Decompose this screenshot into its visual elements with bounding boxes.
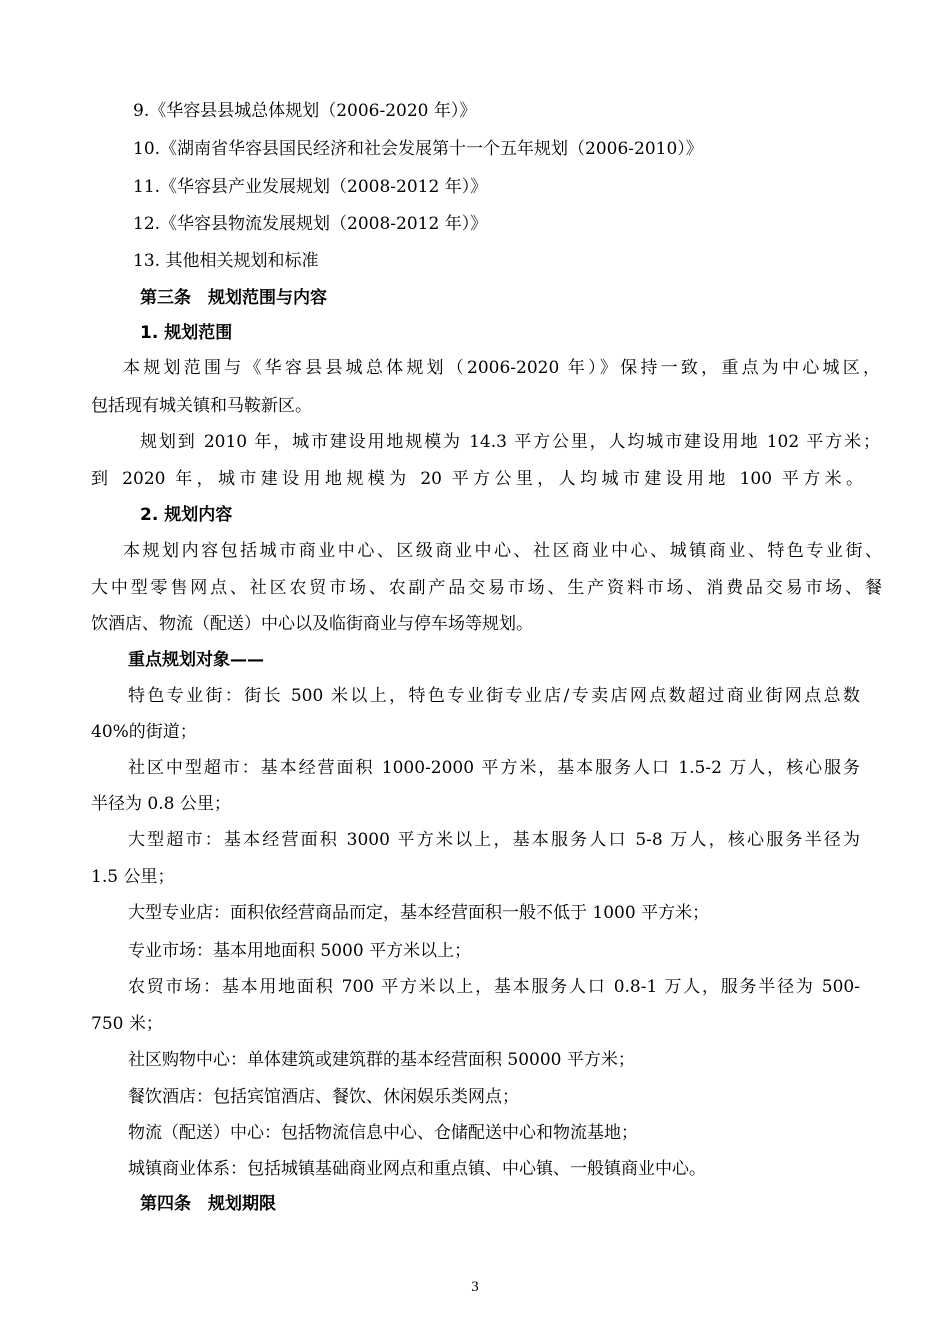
text-line: 餐饮酒店：包括宾馆酒店、餐饮、休闲娱乐类网点； — [128, 1087, 519, 1107]
text-line: 特色专业街：街长 500 米以上，特色专业街专业店/专卖店网点数超过商业街网点总数 — [128, 686, 860, 706]
section-heading: 2. 规划内容 — [140, 505, 233, 525]
text-line: 本规划范围与《华容县县城总体规划（2006-2020 年）》保持一致，重点为中心城区， — [123, 358, 880, 378]
text-line: 750 米； — [91, 1014, 163, 1034]
text-line: 40%的街道； — [91, 722, 197, 742]
section-heading: 第三条 规划范围与内容 — [140, 288, 327, 308]
page-number: 3 — [471, 1279, 479, 1295]
text-line: 城镇商业体系：包括城镇基础商业网点和重点镇、中心镇、一般镇商业中心。 — [128, 1159, 706, 1179]
text-line: 半径为 0.8 公里； — [91, 794, 231, 814]
text-line: 13. 其他相关规划和标准 — [133, 251, 319, 271]
text-line: 农贸市场：基本用地面积 700 平方米以上，基本服务人口 0.8-1 万人，服务半径为 500- — [128, 977, 860, 997]
text-line: 到 2020 年，城市建设用地规模为 20 平方公里，人均城市建设用地 100 平方米。 — [91, 469, 863, 489]
section-heading: 1. 规划范围 — [140, 323, 233, 343]
section-heading: 重点规划对象—— — [128, 650, 264, 670]
text-line: 11.《华容县产业发展规划（2008-2012 年）》 — [133, 177, 488, 197]
text-line: 社区中型超市：基本经营面积 1000-2000 平方米，基本服务人口 1.5-2 万人，核心服务 — [128, 758, 860, 778]
text-line: 规划到 2010 年，城市建设用地规模为 14.3 平方公里，人均城市建设用地 102 平方米； — [140, 432, 880, 452]
text-line: 本规划内容包括城市商业中心、区级商业中心、社区商业中心、城镇商业、特色专业街、 — [123, 541, 882, 561]
text-line: 包括现有城关镇和马鞍新区。 — [91, 396, 312, 416]
text-line: 大型超市：基本经营面积 3000 平方米以上，基本服务人口 5-8 万人，核心服务半径为 — [128, 830, 860, 850]
text-line: 专业市场：基本用地面积 5000 平方米以上； — [128, 941, 472, 961]
text-line: 1.5 公里； — [91, 867, 175, 887]
text-line: 物流（配送）中心：包括物流信息中心、仓储配送中心和物流基地； — [128, 1123, 638, 1143]
text-line: 社区购物中心：单体建筑或建筑群的基本经营面积 50000 平方米； — [128, 1050, 635, 1070]
text-line: 大中型零售网点、社区农贸市场、农副产品交易市场、生产资料市场、消费品交易市场、餐 — [91, 578, 882, 598]
section-heading: 第四条 规划期限 — [140, 1194, 276, 1214]
text-line: 10.《湖南省华容县国民经济和社会发展第十一个五年规划（2006-2010）》 — [133, 139, 703, 159]
text-line: 9.《华容县县城总体规划（2006-2020 年）》 — [133, 101, 477, 121]
text-line: 大型专业店：面积依经营商品而定，基本经营面积一般不低于 1000 平方米； — [128, 903, 710, 923]
text-line: 12.《华容县物流发展规划（2008-2012 年）》 — [133, 214, 488, 234]
text-line: 饮酒店、物流（配送）中心以及临街商业与停车场等规划。 — [91, 614, 533, 634]
